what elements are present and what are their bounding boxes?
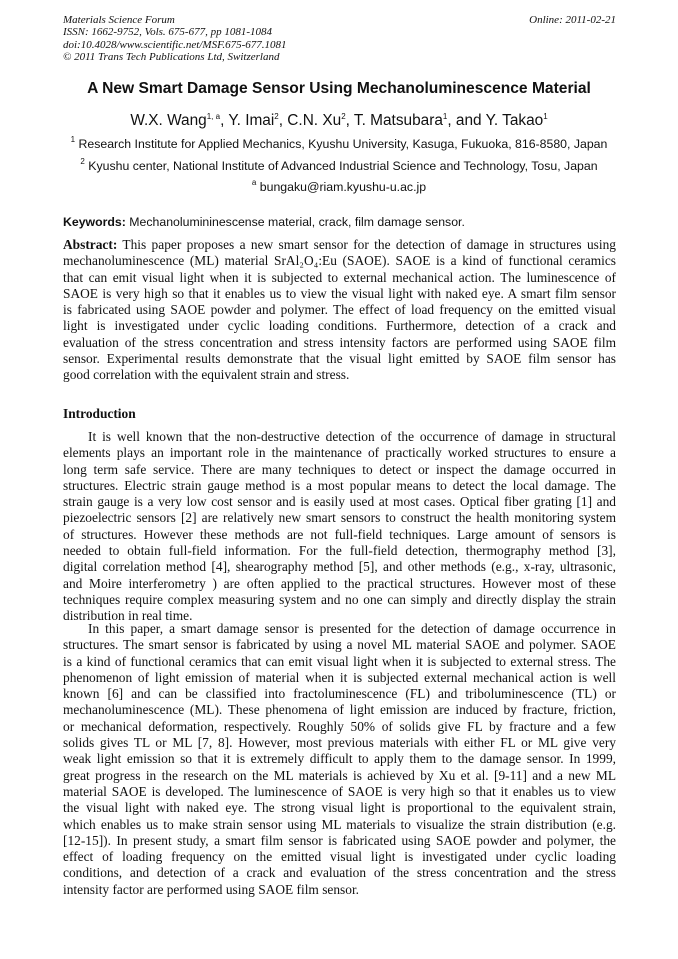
text-line: and Moire interferometry ) are often applied to the practical structures. However most of these	[63, 575, 616, 591]
author-email	[0, 180, 678, 194]
doi-line: doi:10.4028/www.scientific.net/MSF.675-677.1081	[63, 38, 287, 51]
intro-paragraph-1	[63, 429, 616, 625]
affiliation-1	[0, 137, 678, 151]
text-line: solids gives TL or ML [7, 8]. However, most previous materials with either FL or ML give very	[63, 735, 616, 751]
text-line: elements plays an important role in the maintenance of practically worked structures to ensure a	[63, 445, 616, 461]
text-line: weak light emission so that it is extremely difficult to apply them to the damage sensor. In 1999,	[63, 751, 616, 767]
text-line: great progress in the research on the ML materials is achieved by Xu et al. [9-11] and a new ML	[63, 767, 616, 783]
author-affiliation-marker: 1	[543, 112, 548, 121]
author-separator: ,	[220, 112, 229, 129]
text-line: conditions, and detection of a crack and evaluation of the stress concentration and the stress	[63, 865, 616, 881]
text-line: intensity factor are performed using SAOE film sensor.	[63, 881, 360, 897]
text-line: needed to obtain full-field information. For the full-field detection, thermography method [3],	[63, 543, 616, 559]
text-line: good correlation with the equivalent strain and stress.	[63, 367, 350, 383]
issn-line: ISSN: 1662-9752, Vols. 675-677, pp 1081-1084	[63, 26, 272, 39]
text-line: known [6] and can be classified into fractoluminescence (FL) and triboluminescence (TL) or	[63, 686, 616, 702]
author-affiliation-marker: 2	[341, 112, 346, 121]
section-heading-introduction: Introduction	[63, 406, 136, 421]
keywords-label: Keywords:	[63, 215, 126, 229]
text-line: long term safe service. There are many techniques to detect or inspect the damage occurred in	[63, 461, 616, 477]
email-text: bungaku@riam.kyushu-u.ac.jp	[256, 180, 427, 194]
author-name: Y. Takao	[485, 112, 544, 129]
keywords-text: Mechanolumininescense material, crack, film damage sensor.	[125, 215, 465, 229]
journal-name: Materials Science Forum	[63, 14, 175, 26]
text-line: the visual light with naked eye. The strong visual light is proportional to the equivalent strain,	[63, 800, 616, 816]
affiliation-2	[0, 159, 678, 173]
text-line: sensor. Experimental results demonstrate that the visual light emitted by SAOE film sensor has	[63, 351, 616, 367]
author-affiliation-marker: 1, a	[206, 112, 221, 121]
text-line: material SAOE is developed. The luminescence of SAOE is very high so that it enables us to view	[63, 783, 616, 799]
keywords	[63, 215, 465, 229]
author-separator: , and	[447, 112, 486, 129]
text-line: mechanoluminescence (ML). These phenomena of light emission are induced by fracture, friction,	[63, 702, 616, 718]
text-line: techniques require complex measuring system and no one can simply and directly display the strain	[63, 591, 616, 607]
author-name: W.X. Wang	[130, 112, 207, 129]
text-line: phenomenon of light emission of material when it is subjected external mechanical action is well	[63, 669, 616, 685]
author-separator: ,	[345, 112, 354, 129]
author-affiliation-marker: 2	[274, 112, 279, 121]
paper-title: A New Smart Damage Sensor Using Mechanoluminescence Material	[87, 80, 591, 97]
text-line: piezoelectric sensors [2] are relatively new smart sensors to construct the health monitoring system	[63, 510, 616, 526]
affiliation-marker: 1	[70, 135, 76, 144]
text-line: In this paper, a smart damage sensor is presented for the detection of damage occurrence in	[88, 621, 616, 636]
affiliation-text: Kyushu center, National Institute of Advanced Industrial Science and Technology, Tosu, Japan	[84, 159, 598, 173]
journal-header	[63, 14, 616, 64]
text-line: is a kind of functional ceramics that can emit visual light when it is subjected to external stress. The	[63, 653, 616, 669]
abstract-label: Abstract:	[63, 237, 118, 252]
author-separator: ,	[278, 112, 288, 129]
author-name: Y. Imai	[228, 112, 275, 129]
text-line: structures. Electric strain gauge method is a most popular means to detect the local damage. The	[63, 477, 616, 493]
affiliation-marker: 2	[80, 157, 85, 166]
affiliation-text: Research Institute for Applied Mechanics, Kyushu University, Kasuga, Fukuoka, 816-8580, Japan	[75, 137, 608, 151]
text-line: which enables us to make strain sensor using ML materials to visualize the strain distribution (e.g.	[63, 816, 616, 832]
online-date: Online: 2011-02-21	[529, 14, 616, 26]
text-line: digital correlation method [4], shearography method [5], and other methods (e.g., x-ray, ultrasonic,	[63, 559, 616, 575]
text-line: It is well known that the non-destructive detection of the occurrence of damage in structural	[88, 429, 616, 444]
text-line: mechanoluminescence (ML) material SrAl₂O₄:Eu (SAOE). SAOE is a kind of functional ceramics	[63, 253, 616, 269]
author-affiliation-marker: 1	[442, 112, 448, 121]
text-line: that can emit visual light when it is subjected to external mechanical action. The luminescence of	[63, 269, 616, 285]
author-name: T. Matsubara	[353, 112, 443, 129]
abstract	[63, 237, 616, 384]
text-line: SAOE is very high so that it enables us to view the visual light with naked eye. A smart film sensor	[63, 285, 616, 301]
text-line: or mechanical deformation, respectively. Roughly 50% of solids give FL by fracture and a few	[63, 718, 616, 734]
text-line: effect of loading frequency on the emitted visual light is investigated under cyclic loading	[63, 849, 616, 865]
text-line: [12-15]). In present study, a smart film sensor is fabricated using SAOE powder and polymer, the	[63, 832, 616, 848]
text-line: distribution in real time.	[63, 608, 193, 624]
text-line: is fabricated using SAOE powder and polymer. The effect of load frequency on the emitted visual	[63, 302, 616, 318]
text-line: Abstract: This paper proposes a new smart sensor for the detection of damage in structures using	[63, 237, 616, 252]
text-line: structures. The smart sensor is fabricated by using a novel ML material SAOE and polymer. SAOE	[63, 637, 616, 653]
copyright-line: © 2011 Trans Tech Publications Ltd, Switzerland	[63, 51, 280, 64]
text-line: light is investigated under cyclic loading conditions. Furthermore, detection of a crack and	[63, 318, 616, 334]
text-line: strain gauge is a very low cost sensor and is easily used at most cases. Optical fiber grating [1] and	[63, 494, 616, 510]
author-name: C.N. Xu	[287, 112, 342, 129]
text-line: of structures. However these methods are not full-field techniques. Large amount of sensors is	[63, 526, 616, 542]
email-marker: a	[251, 178, 257, 187]
intro-paragraph-2	[63, 621, 616, 898]
author-list	[0, 112, 678, 130]
text-line: evaluation of the stress concentration and stress intensity factors are performed using SAOE film	[63, 334, 616, 350]
